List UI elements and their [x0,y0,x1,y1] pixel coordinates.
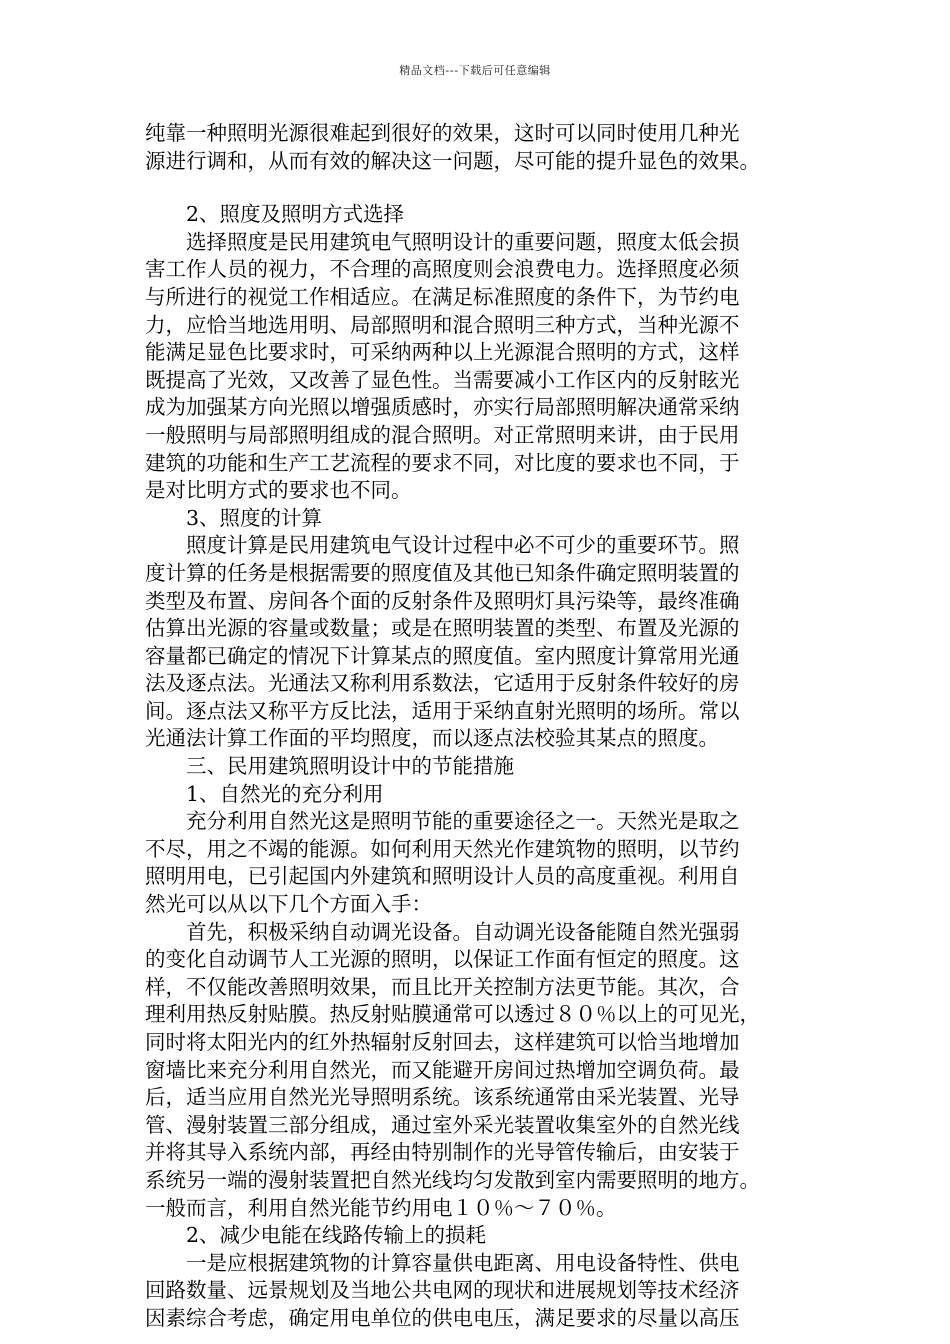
text-line: 的变化自动调节人工光源的照明，以保证工作面有恒定的照度。这 [145,947,740,972]
text-line: 2、照度及照明方式选择 [145,202,405,227]
text-line: 是对比明方式的要求也不同。 [145,478,412,503]
text-line: 后，适当应用自然光光导照明系统。该系统通常由采光装置、光导 [145,1085,740,1110]
text-line: 类型及布置、房间各个面的反射条件及照明灯具污染等，最终准确 [145,588,740,613]
text-line: 然光可以从以下几个方面入手： [145,892,432,917]
text-line: 不尽，用之不竭的能源。如何利用天然光作建筑物的照明，以节约 [145,836,740,861]
text-line: 理利用热反射贴膜。热反射贴膜通常可以透过８０％以上的可见光， [145,1002,760,1027]
text-line: 法及逐点法。光通法又称利用系数法，它适用于反射条件较好的房 [145,671,740,696]
text-line: 间。逐点法又称平方反比法，适用于采纳直射光照明的场所。常以 [145,698,740,723]
text-line: 一般而言，利用自然光能节约用电１０％～７０％。 [145,1195,617,1220]
text-line: 充分利用自然光这是照明节能的重要途径之一。天然光是取之 [145,809,740,834]
text-line: 窗墙比来充分利用自然光，而又能避开房间过热增加空调负荷。最 [145,1057,740,1082]
text-line: 能满足显色比要求时，可采纳两种以上光源混合照明的方式，这样 [145,340,740,365]
text-line: 容量都已确定的情况下计算某点的照度值。室内照度计算常用光通 [145,643,740,668]
text-line: 力，应恰当地选用明、局部照明和混合照明三种方式，当种光源不 [145,312,740,337]
text-line: 建筑的功能和生产工艺流程的要求不同，对比度的要求也不同，于 [145,450,740,475]
text-line: 光通法计算工作面的平均照度，而以逐点法校验其某点的照度。 [145,726,719,751]
text-line: 因素综合考虑，确定用电单位的供电电压，满足要求的尽量以高压 [145,1305,740,1330]
text-line: 照度计算是民用建筑电气设计过程中必不可少的重要环节。照 [145,533,740,558]
text-line: 源进行调和，从而有效的解决这一问题，尽可能的提升显色的效果。 [145,148,760,173]
text-line: 并将其导入系统内部，再经由特别制作的光导管传输后，由安装于 [145,1140,740,1165]
text-line: 害工作人员的视力，不合理的高照度则会浪费电力。选择照度必须 [145,257,740,282]
text-line: 管、漫射装置三部分组成，通过室外采光装置收集室外的自然光线 [145,1112,740,1137]
text-line: 系统另一端的漫射装置把自然光线均匀发散到室内需要照明的地方。 [145,1167,760,1192]
text-line: 同时将太阳光内的红外热辐射反射回去，这样建筑可以恰当地增加 [145,1030,740,1054]
text-line: 首先，积极采纳自动调光设备。自动调光设备能随自然光强弱 [145,919,740,944]
text-line: 一是应根据建筑物的计算容量供电距离、用电设备特性、供电 [145,1250,740,1275]
text-line: 一般照明与局部照明组成的混合照明。对正常照明来讲，由于民用 [145,422,740,447]
text-line: 纯靠一种照明光源很难起到很好的效果，这时可以同时使用几种光 [145,121,740,145]
text-line: 三、民用建筑照明设计中的节能措施 [145,754,514,779]
text-line: 2、减少电能在线路传输上的损耗 [145,1223,487,1248]
text-line: 照明用电，已引起国内外建筑和照明设计人员的高度重视。利用自 [145,864,740,889]
page-header: 精品文档---下载后可任意编辑 [399,64,551,77]
text-line: 既提高了光效，又改善了显色性。当需要减小工作区内的反射眩光 [145,367,740,392]
text-line: 选择照度是民用建筑电气照明设计的重要问题，照度太低会损 [145,229,740,254]
document-body [145,120,807,1333]
text-line: 样，不仅能改善照明效果，而且比开关控制方法更节能。其次，合 [145,974,740,999]
text-line: 度计算的任务是根据需要的照度值及其他已知条件确定照明装置的 [145,560,740,585]
paragraph-gap [145,175,807,201]
text-line: 回路数量、远景规划及当地公共电网的现状和进展规划等技术经济 [145,1278,740,1303]
text-line: 估算出光源的容量或数量；或是在照明装置的类型、布置及光源的 [145,616,740,641]
text-line: 成为加强某方向光照以增强质感时，亦实行局部照明解决通常采纳 [145,395,740,420]
text-line: 3、照度的计算 [145,505,323,530]
text-line: 与所进行的视觉工作相适应。在满足标准照度的条件下，为节约电 [145,284,740,309]
text-line: 1、自然光的充分利用 [145,781,384,806]
